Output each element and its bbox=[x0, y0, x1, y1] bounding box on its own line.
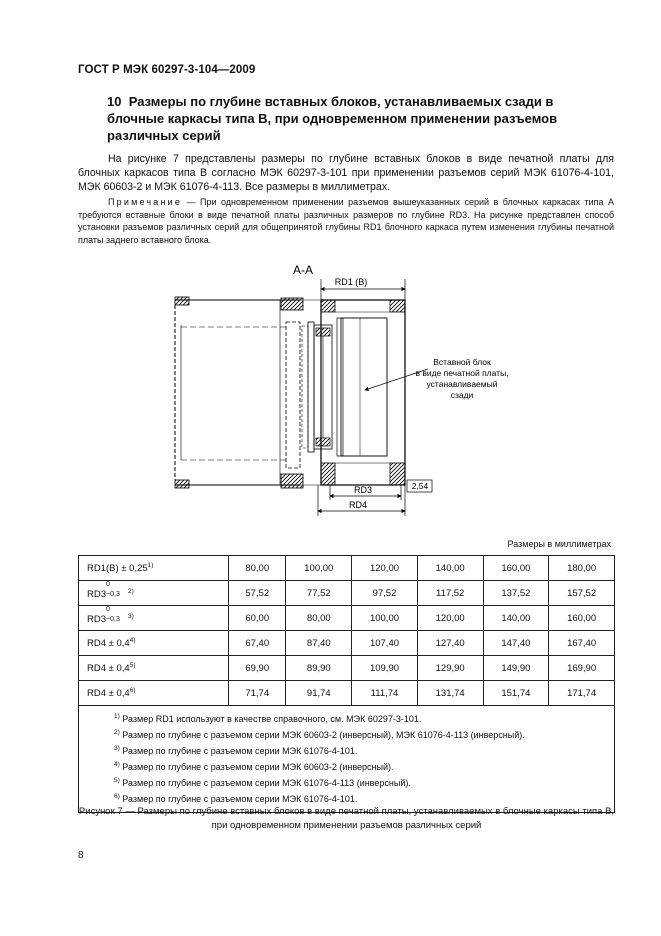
footnote bbox=[114, 710, 606, 726]
footnote-mark: 4) bbox=[114, 761, 120, 768]
figure-7-drawing bbox=[150, 258, 509, 518]
footnote-text: Размер по глубине с разъемом серии МЭК 61076-4-101. bbox=[119, 794, 358, 804]
footnote-text: Размер по глубине с разъемом серии МЭК 60603-2 (инверсный). bbox=[119, 762, 394, 772]
value-cell: 169,90 bbox=[549, 656, 615, 681]
footnote bbox=[114, 742, 606, 758]
value-cell: 160,00 bbox=[483, 556, 549, 581]
value-cell: 157,52 bbox=[549, 581, 615, 606]
value-cell: 151,74 bbox=[483, 681, 549, 706]
footnote bbox=[114, 758, 606, 774]
parameter-name: RD4 ± 0,4 bbox=[87, 638, 130, 650]
value-cell: 129,90 bbox=[417, 656, 483, 681]
value-cell: 180,00 bbox=[549, 556, 615, 581]
parameter-cell bbox=[79, 581, 229, 606]
parameter-name: RD3 bbox=[87, 588, 107, 600]
section-number: 10 bbox=[107, 94, 122, 109]
dimensions-table bbox=[78, 555, 615, 813]
tolerance-upper: 0 bbox=[106, 605, 110, 613]
footnotes-cell bbox=[79, 706, 615, 813]
value-cell: 100,00 bbox=[286, 556, 352, 581]
footnote-mark: 5) bbox=[114, 777, 120, 784]
footnote-marker: 1) bbox=[147, 561, 154, 569]
footnote-mark: 1) bbox=[114, 713, 120, 720]
rd1-label: RD1 (B) bbox=[334, 277, 368, 287]
body-paragraph: На рисунке 7 представлены размеры по глубине вставных блоков в виде печатной платы для блочных каркасов типа В согласно МЭК 60297-3-101 при применении разъемов серий МЭК 61076-4-101, МЭК 60603-2 и МЭК 61076-4-113. Все размеры в миллиметрах. bbox=[78, 153, 614, 193]
rd4-label: RD4 bbox=[348, 500, 368, 510]
footnote-marker: 2) bbox=[128, 587, 134, 595]
table-row bbox=[79, 631, 615, 656]
table-row bbox=[79, 681, 615, 706]
section-title-text: Размеры по глубине вставных блоков, устанавливаемых сзади в блочные каркасы типа В, при одновременном применении разъемов различных серий bbox=[107, 94, 558, 143]
callout-line-1: Вставной блок bbox=[433, 357, 491, 367]
value-cell: 57,52 bbox=[229, 581, 286, 606]
callout-line-3: устанавливаемый bbox=[426, 379, 498, 389]
value-cell: 71,74 bbox=[229, 681, 286, 706]
footnote-text: Размер по глубине с разъемом серии МЭК 61076-4-101. bbox=[119, 746, 358, 756]
value-cell: 137,52 bbox=[483, 581, 549, 606]
note-paragraph bbox=[78, 196, 614, 246]
value-cell: 120,00 bbox=[417, 606, 483, 631]
table-row bbox=[79, 556, 615, 581]
rd1-dimension bbox=[321, 277, 405, 300]
value-cell: 149,90 bbox=[483, 656, 549, 681]
value-cell: 120,00 bbox=[352, 556, 418, 581]
section-label: А-А bbox=[292, 263, 314, 277]
units-label: Размеры в миллиметрах bbox=[507, 539, 611, 549]
footnote bbox=[114, 726, 606, 742]
section-title bbox=[107, 93, 607, 144]
value-cell: 127,40 bbox=[417, 631, 483, 656]
footnote bbox=[114, 790, 606, 806]
tolerance-lower: −0,3 bbox=[106, 590, 120, 598]
value-cell: 77,52 bbox=[286, 581, 352, 606]
value-cell: 167,40 bbox=[549, 631, 615, 656]
plugin-unit-callout bbox=[365, 357, 509, 400]
footnotes-row bbox=[79, 706, 615, 813]
note-label: Примечание bbox=[108, 197, 183, 207]
value-cell: 80,00 bbox=[229, 556, 286, 581]
table-row bbox=[79, 656, 615, 681]
footnote-mark: 2) bbox=[114, 729, 120, 736]
footnote-text: Размер по глубине с разъемом серии МЭК 61076-4-113 (инверсный). bbox=[119, 778, 411, 788]
value-cell: 160,00 bbox=[549, 606, 615, 631]
value-cell: 91,74 bbox=[286, 681, 352, 706]
value-cell: 109,90 bbox=[352, 656, 418, 681]
parameter-cell bbox=[79, 631, 229, 656]
parameter-name: RD3 bbox=[87, 613, 107, 625]
note-text: — При одновременном применении разъемов вышеуказанных серий в блочных каркасах типа А требуются вставные блоки в виде печатной платы различных размеров по глубине RD3. На рисунке представлен способ установки разъемов различных серий для общепринятой глубины RD1 блочного каркаса путем изменения глубины печатной платы заднего вставного блока. bbox=[78, 197, 614, 245]
value-cell: 147,40 bbox=[483, 631, 549, 656]
footnote-mark: 6) bbox=[114, 793, 120, 800]
footnote-marker: 4) bbox=[129, 636, 136, 644]
footnote-text: Размер по глубине с разъемом серии МЭК 60603-2 (инверсный), МЭК 61076-4-113 (инверсный). bbox=[119, 730, 525, 740]
dim-254-label: 2,54 bbox=[411, 481, 429, 491]
footnote-mark: 3) bbox=[114, 745, 120, 752]
value-cell: 97,52 bbox=[352, 581, 418, 606]
footnote-text: Размер RD1 используют в качестве справочного, см. МЭК 60297-3-101. bbox=[119, 714, 422, 724]
value-cell: 67,40 bbox=[229, 631, 286, 656]
figure-caption: Рисунок 7 — Размеры по глубине вставных блоков в виде печатной платы, устанавливаемых в блочные каркасы типа В, при одновременном применении разъемов различных серий bbox=[78, 806, 615, 831]
callout-line-4: сзади bbox=[450, 390, 474, 400]
value-cell: 171,74 bbox=[549, 681, 615, 706]
value-cell: 87,40 bbox=[286, 631, 352, 656]
parameter-cell bbox=[79, 556, 229, 581]
value-cell: 140,00 bbox=[417, 556, 483, 581]
value-cell: 89,90 bbox=[286, 656, 352, 681]
parameter-name: RD4 ± 0,4 bbox=[87, 688, 130, 700]
tolerance-lower: −0,3 bbox=[106, 615, 120, 623]
parameter-cell bbox=[79, 681, 229, 706]
value-cell: 100,00 bbox=[352, 606, 418, 631]
parameter-cell bbox=[79, 606, 229, 631]
table-row bbox=[79, 581, 615, 606]
parameter-name: RD1(B) ± 0,25 bbox=[87, 563, 148, 575]
value-cell: 131,74 bbox=[417, 681, 483, 706]
rd3-label: RD3 bbox=[353, 485, 373, 495]
value-cell: 60,00 bbox=[229, 606, 286, 631]
footnote-marker: 6) bbox=[129, 686, 136, 694]
footnote bbox=[114, 774, 606, 790]
parameter-cell bbox=[79, 656, 229, 681]
callout-line-2: в виде печатной платы, bbox=[415, 368, 509, 378]
table-row bbox=[79, 606, 615, 631]
value-cell: 80,00 bbox=[286, 606, 352, 631]
value-cell: 107,40 bbox=[352, 631, 418, 656]
tolerance-upper: 0 bbox=[106, 580, 110, 588]
parameter-name: RD4 ± 0,4 bbox=[87, 663, 130, 675]
footnote-marker: 3) bbox=[128, 612, 134, 620]
value-cell: 117,52 bbox=[417, 581, 483, 606]
footnote-marker: 5) bbox=[129, 661, 136, 669]
value-cell: 140,00 bbox=[483, 606, 549, 631]
page-number: 8 bbox=[78, 850, 84, 861]
document-header: ГОСТ Р МЭК 60297-3-104—2009 bbox=[78, 64, 256, 76]
value-cell: 69,90 bbox=[229, 656, 286, 681]
front-frame bbox=[175, 297, 303, 488]
value-cell: 111,74 bbox=[352, 681, 418, 706]
